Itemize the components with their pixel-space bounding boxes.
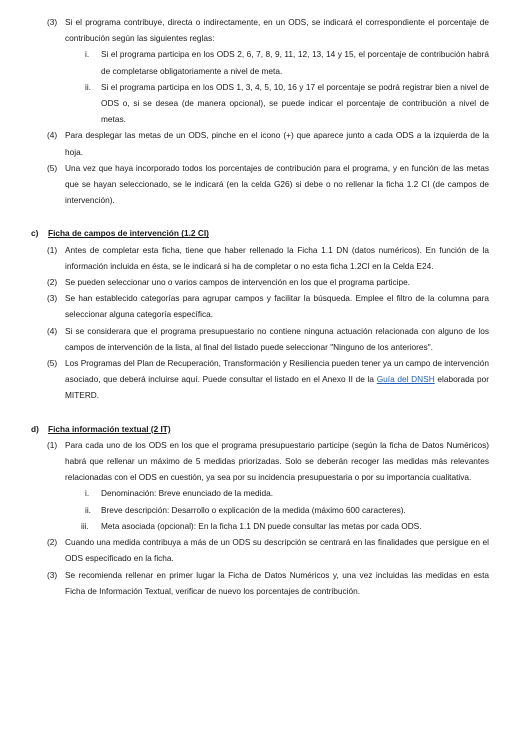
- section-title: Ficha de campos de intervención (1.2 CI): [48, 228, 209, 239]
- item-number: (1): [47, 244, 58, 255]
- sub-item-text: Si el programa participa en los ODS 1, 3, 4, 5, 10, 16 y 17 el porcentaje se podrá registrar bien a nivel de ODS o, si se desea (de manera opcional), se puede indicar el porcentaje de contribución a nivel de metas.: [101, 81, 489, 125]
- item-number: (5): [47, 358, 58, 369]
- sub-item-d-ii: [31, 502, 489, 518]
- sub-item-d-iii: [31, 518, 489, 534]
- item-text: Antes de completar esta ficha, tiene que haber rellenado la Ficha 1.1 DN (datos numéricos). En función de la información incluida en ésta, se le indicará si ha de completar o no esta ficha 1.2CI en la Celda E24.: [65, 244, 489, 271]
- guia-dnsh-link[interactable]: Guía del DNSH: [376, 374, 435, 385]
- item-text: Se han establecido categorías para agrupar campos y facilitar la búsqueda. Emplee el filtro de la columna para seleccionar alguna categoría específica.: [65, 293, 489, 320]
- list-item-c5: [31, 355, 489, 404]
- item-number: (4): [47, 130, 58, 141]
- sub-item-number: ii.: [85, 81, 91, 92]
- list-item-d2: [31, 534, 489, 566]
- item-text: Para desplegar las metas de un ODS, pinche en el icono (+) que aparece junto a cada ODS a la izquierda de la hoja.: [65, 130, 489, 157]
- item-text-before: Los Programas del Plan de Recuperación, Transformación y Resiliencia pueden tener ya un campo de intervención asociado, que deberá incluirse aquí. Puede consultar el listado en el Anexo II de la: [65, 358, 489, 385]
- sub-item-text: Meta asociada (opcional): En la ficha 1.1 DN puede consultar las metas por cada ODS.: [101, 520, 422, 531]
- list-item-5: [31, 160, 489, 209]
- item-text: Una vez que haya incorporado todos los porcentajes de contribución para el programa, y en función de las metas que se hayan seleccionado, se le indicará (en la celda G26) si debe o no rellenar la ficha 1.2 CI (de campos de intervención).: [65, 162, 489, 206]
- item-text: Si se considerara que el programa presupuestario no contiene ninguna actuación relacionada con alguno de los campos de intervención de la lista, al final del listado puede seleccionar "Ninguno de los anteriores".: [65, 325, 489, 352]
- list-item-c3: [31, 290, 489, 322]
- list-item-d3: [31, 567, 489, 599]
- item-number: (4): [47, 325, 58, 336]
- sub-item-d-i: [31, 485, 489, 501]
- sub-item-text: Denominación: Breve enunciado de la medida.: [101, 488, 274, 499]
- list-item-d1: [31, 437, 489, 486]
- sub-item-text: Si el programa participa en los ODS 2, 6, 7, 8, 9, 11, 12, 13, 14 y 15, el porcentaje de contribución habrá de completarse obligatoriamente a nivel de meta.: [101, 49, 489, 76]
- sub-item-number: i.: [85, 488, 90, 499]
- list-item-c2: [31, 274, 489, 290]
- item-number: (3): [47, 17, 58, 27]
- item-text: Si el programa contribuye, directa o indirectamente, en un ODS, se indicará el correspondiente el porcentaje de contribución según las siguientes reglas:: [65, 17, 489, 44]
- item-text: Cuando una medida contribuya a más de un ODS su descripción se centrará en las finalidades que persigue en el ODS especificado en la ficha.: [65, 537, 489, 564]
- list-item-3: [31, 14, 489, 46]
- list-item-c4: [31, 323, 489, 355]
- sub-item-number: ii.: [85, 504, 91, 515]
- item-number: (3): [47, 293, 58, 304]
- item-number: (2): [47, 277, 58, 288]
- list-item-c1: [31, 242, 489, 274]
- section-heading-d: [31, 421, 489, 437]
- sub-item-number: iii.: [81, 520, 89, 531]
- item-number: (2): [47, 537, 58, 548]
- list-item-4: [31, 127, 489, 159]
- sub-item-i: [31, 46, 489, 78]
- sub-item-text: Breve descripción: Desarrollo o explicación de la medida (máximo 600 caracteres).: [101, 504, 406, 515]
- item-text-after: elaborada por MITERD.: [65, 374, 489, 401]
- sub-item-ii: [31, 79, 489, 128]
- item-number: (3): [47, 569, 58, 580]
- section-title: Ficha información textual (2 IT): [48, 423, 171, 434]
- section-letter: c): [31, 228, 39, 239]
- item-number: (1): [47, 439, 58, 450]
- item-number: (5): [47, 162, 58, 173]
- item-text: Se pueden seleccionar uno o varios campos de intervención en los que el programa participe.: [65, 277, 410, 288]
- section-letter: d): [31, 423, 39, 434]
- item-text: Para cada uno de los ODS en los que el programa presupuestario participe (según la ficha de Datos Numéricos) habrá que rellenar un máximo de 5 medidas priorizadas. Solo se deberán recoger las medidas más relevantes relacionadas con el ODS en cuestión, ya sea por su incidencia presupuestaria o por su importancia cualitativa.: [65, 439, 489, 483]
- sub-item-number: i.: [85, 49, 90, 60]
- section-heading-c: [31, 225, 489, 241]
- item-text: Se recomienda rellenar en primer lugar la Ficha de Datos Numéricos y, una vez incluidas las medidas en esta Ficha de Información Textual, verificar de nuevo los porcentajes de contribución.: [65, 569, 489, 596]
